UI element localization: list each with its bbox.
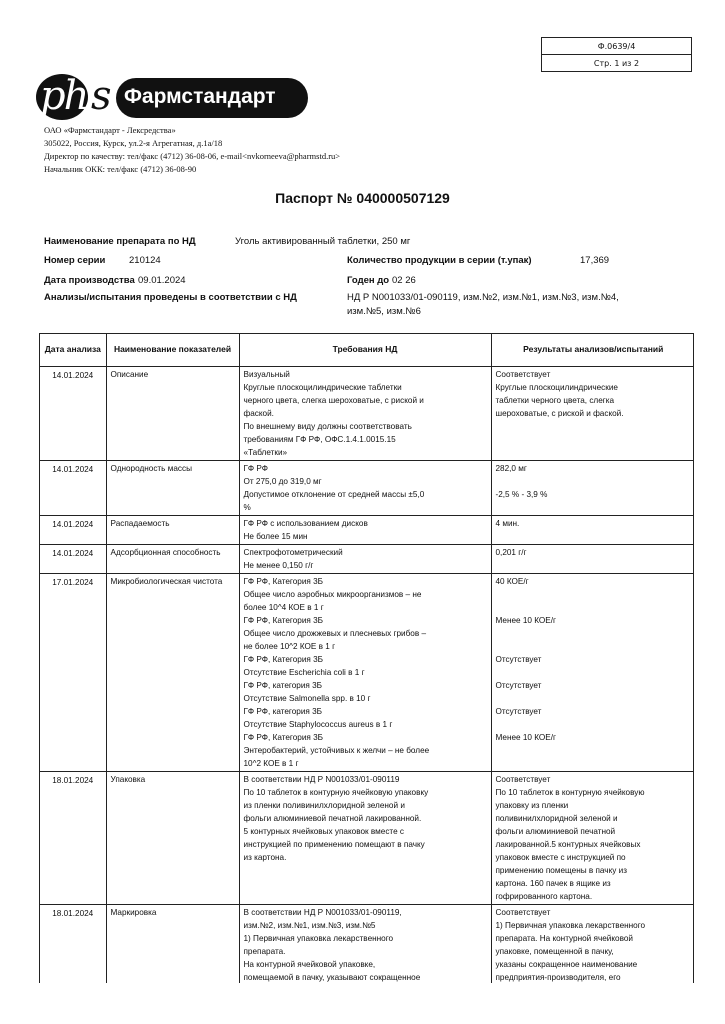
result-line: шероховатые, с риской и фаской. [495,408,624,418]
row-requirements [239,544,491,573]
requirement-line: Не более 15 мин [243,531,308,541]
table-row [40,544,694,573]
header-name: Наименование показателей [106,334,239,366]
header-results: Результаты анализов/испытаний [491,334,694,366]
result-line [496,718,692,731]
result-line: По 10 таблеток в контурную ячейковую [495,787,645,797]
result-line: -2,5 % - 3,9 % [495,489,548,499]
requirement-line: По 10 таблеток в контурную ячейковую упаковку [243,787,429,797]
logo-mark-s: s [91,73,112,119]
tests-standard-label: Анализы/испытания проведены в соответствии с НД [44,292,297,303]
requirement-line: черного цвета, слегка шероховатые, с риской и [243,395,424,405]
logo-mark-ph: ph [40,73,88,119]
table-row [40,366,694,460]
table-row [40,515,694,544]
result-line: картона. 160 пачек в ящике из [495,878,611,888]
requirement-line: От 275,0 до 319,0 мг [243,476,322,486]
row-requirements [239,515,491,544]
requirement-line: ГФ РФ, Категория 3Б [243,576,324,586]
row-results [491,544,694,573]
result-line: Соответствует [495,907,551,917]
requirement-line: В соответствии НД Р N001033/01-090119, [243,907,402,917]
row-requirements [239,771,491,904]
requirement-line: не более 10^2 КОЕ в 1 г [243,641,336,651]
result-line: Отсутствует [495,706,542,716]
table-row [40,904,694,983]
row-indicator-name: Упаковка [106,771,239,904]
requirement-line: препарата. [243,946,286,956]
result-line: таблетки черного цвета, слегка [495,395,615,405]
header-requirements: Требования НД [239,334,491,366]
requirement-line: Отсутствие Staphylococcus aureus в 1 г [243,719,393,729]
tests-standard-value-2: изм.№5, изм.№6 [347,306,421,317]
row-indicator-name: Описание [106,366,239,460]
result-line [496,588,692,601]
requirement-line: требованиям ГФ РФ, ОФС.1.4.1.0015.15 [243,434,396,444]
row-requirements [239,366,491,460]
production-date-label: Дата производства [44,275,135,286]
row-requirements [239,460,491,515]
result-line: 282,0 мг [495,463,527,473]
requirement-line: ГФ РФ, Категория 3Б [243,615,324,625]
company-logo [36,72,308,122]
row-date: 18.01.2024 [40,771,106,904]
requirement-line: ГФ РФ, категория 3Б [243,706,323,716]
row-date: 14.01.2024 [40,460,106,515]
row-date: 17.01.2024 [40,573,106,771]
result-line: 0,201 г/г [495,547,527,557]
requirement-line: Отсутствие Escherichia coli в 1 г [243,667,365,677]
requirement-line: Общее число дрожжевых и плесневых грибов – [243,628,427,638]
result-line [496,475,692,488]
result-line: Менее 10 КОЕ/г [495,615,557,625]
result-line: указаны сокращенное наименование [495,959,638,969]
requirement-line: «Таблетки» [243,447,288,457]
analysis-table [39,333,694,983]
result-line: применению помещены в пачку из [495,865,627,875]
page-counter: Стр. 1 из 2 [593,59,640,68]
requirement-line: из картона. [243,852,287,862]
row-results [491,460,694,515]
requirement-line: Отсутствие Salmonella spp. в 10 г [243,693,371,703]
requirement-line: более 10^4 КОЕ в 1 г [243,602,324,612]
result-line [496,627,692,640]
requirement-line: 5 контурных ячейковых упаковок вместе с [243,826,404,836]
row-requirements [239,904,491,983]
quantity-value: 17,369 [580,255,610,266]
requirement-line: % [243,502,251,512]
requirement-line: Визуальный [243,369,290,379]
result-line: 40 КОЕ/г [495,576,529,586]
requirement-line: Спектрофотометрический [243,547,343,557]
result-line: Отсутствует [495,680,542,690]
requirement-line: Допустимое отклонение от средней массы ±5,0 [243,489,425,499]
tests-standard-value-1: НД Р N001033/01-090119, изм.№2, изм.№1, изм.№3, изм.№4, [347,292,619,303]
row-results [491,904,694,983]
series-value: 210124 [129,255,161,266]
requirement-line: ГФ РФ, категория 3Б [243,680,323,690]
row-indicator-name: Распадаемость [106,515,239,544]
row-indicator-name: Однородность массы [106,460,239,515]
row-date: 14.01.2024 [40,515,106,544]
production-date-value: 09.01.2024 [138,275,186,286]
requirement-line: В соответствии НД Р N001033/01-090119 [243,774,400,784]
row-requirements [239,573,491,771]
requirement-line: По внешнему виду должны соответствовать [243,421,412,431]
drug-name-label: Наименование препарата по НД [44,236,196,247]
result-line: предприятия-производителя, его [495,972,621,982]
result-line: 4 мин. [495,518,520,528]
row-results [491,573,694,771]
table-header-row [40,334,694,366]
requirement-line: 1) Первичная упаковка лекарственного [243,933,394,943]
row-results [491,515,694,544]
requirement-line: ГФ РФ, Категория 3Б [243,732,324,742]
company-name: ОАО «Фармстандарт - Лексредства» [44,125,176,135]
requirement-line: Не менее 0,150 г/г [243,560,314,570]
row-date: 14.01.2024 [40,366,106,460]
quantity-label: Количество продукции в серии (т.упак) [347,255,532,266]
result-line: Соответствует [495,774,551,784]
requirement-line: инструкцией по применению помещают в пачку [243,839,425,849]
result-line: фольги алюминиевой печатной [495,826,616,836]
row-results [491,771,694,904]
result-line: Менее 10 КОЕ/г [495,732,557,742]
table-row [40,460,694,515]
drug-name-value: Уголь активированный таблетки, 250 мг [235,236,411,247]
table-row [40,771,694,904]
company-details [44,124,340,176]
form-code: Ф.0639/4 [542,38,691,55]
result-line: 1) Первичная упаковка лекарственного [495,920,646,930]
requirement-line: из пленки поливинилхлоридной зеленой и [243,800,405,810]
row-indicator-name: Микробиологическая чистота [106,573,239,771]
result-line: поливинилхлоридной зеленой и [495,813,618,823]
requirement-line: ГФ РФ, Категория 3Б [243,654,324,664]
requirement-line: ГФ РФ [243,463,269,473]
result-line [496,666,692,679]
result-line: упаковку из пленки [495,800,569,810]
row-results [491,366,694,460]
result-line: препарата. На контурной ячейковой [495,933,633,943]
header-date: Дата анализа [40,334,106,366]
requirement-line: На контурной ячейковой упаковке, [243,959,376,969]
result-line [496,640,692,653]
requirement-line: помещаемой в пачку, указывают сокращенное [243,972,421,982]
row-indicator-name: Адсорбционная способность [106,544,239,573]
requirement-line: фольги алюминиевой печатной лакированной. [243,813,422,823]
row-indicator-name: Маркировка [106,904,239,983]
requirement-line: Круглые плоскоцилиндрические таблетки [243,382,402,392]
passport-title: Паспорт № 040000507129 [275,190,450,206]
result-line: Отсутствует [495,654,542,664]
expiry-label: Годен до [347,275,390,286]
requirement-line: фаской. [243,408,274,418]
requirement-line: 10^2 КОЕ в 1 г [243,758,299,768]
series-label: Номер серии [44,255,106,266]
row-date: 18.01.2024 [40,904,106,983]
result-line: лакированной.5 контурных ячейковых [495,839,641,849]
okk-head-contact: Начальник ОКК: тел/факс (4712) 36-08-90 [44,164,197,174]
result-line [496,601,692,614]
table-row [40,573,694,771]
result-line [496,692,692,705]
result-line: упаковке, помещенной в пачку, [495,946,614,956]
requirement-line: изм.№2, изм.№1, изм.№3, изм.№5 [243,920,376,930]
result-line: упаковок вместе с инструкцией по [495,852,626,862]
result-line: Соответствует [495,369,551,379]
form-code-box [541,37,692,72]
company-address: 305022, Россия, Курск, ул.2-я Агрегатная, д.1а/18 [44,138,223,148]
requirement-line: Общее число аэробных микроорганизмов – не [243,589,422,599]
requirement-line: ГФ РФ с использованием дисков [243,518,368,528]
result-line: гофрированного картона. [495,891,593,901]
quality-director-contact: Директор по качеству: тел/факс (4712) 36-08-06, e-mail<nvkorneeva@pharmstd.ru> [44,151,341,161]
result-line: Круглые плоскоцилиндрические [495,382,618,392]
row-date: 14.01.2024 [40,544,106,573]
expiry-value: 02 26 [392,275,416,286]
requirement-line: Энтеробактерий, устойчивых к желчи – не более [243,745,430,755]
logo-name: Фармстандарт [124,85,276,108]
